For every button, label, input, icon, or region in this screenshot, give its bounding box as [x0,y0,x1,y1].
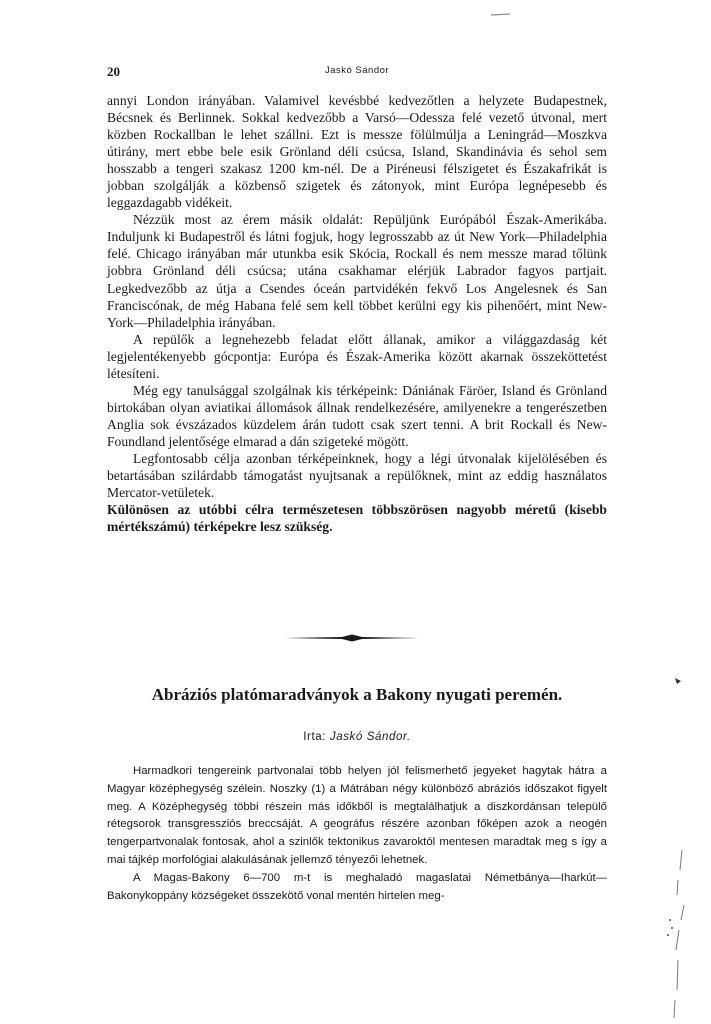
previous-article-text [107,92,607,535]
section-divider-ornament [284,633,420,643]
paragraph: annyi London irányában. Valamivel kevésbbé kedvezőtlen a helyzete Budapestnek, Bécsnek és Berlinnek. Sokkal kedvezőbb a Varsó—Odessza felé vezető útvonal, mert közben Rockallban le lehet szállni. Ezt is messze fölülmúlja a Leningrád—Moszkva útirány, mert ebbe bele esik Grönland déli csúcsa, Island, Skandinávia és sehol sem hosszabb a tengeri szakasz 1200 km-nél. De a Piréneusi félszigetet és Északafrikát is jobban szolgálják a közbenső szigetek és zátonyok, mint Európa legnépesebb és leggazdagabb vidékeit. [107,93,607,211]
byline-prefix: Irta: [303,731,327,743]
scan-mark [490,10,512,18]
article-title: Abráziós platómaradványok a Bakony nyugati peremén. [151,685,563,704]
paragraph: Legfontosabb célja azonban térképeinknek, hogy a légi útvonalak kijelölésében és betartásában szilárdabb támogatást nyujtsanak a repülőknek, mint az eddig használatos Mercator-vetületek. [107,450,607,501]
margin-mark [674,677,682,685]
paragraph-emphasis: Különösen az utóbbi célra természetesen többszörösen nagyobb méretű (kisebb mértékszámú) térképekre lesz szükség. [107,502,607,535]
page-header [107,64,607,82]
paragraph: A repülők a legnehezebb feladat előtt állanak, amikor a világgazdaság két legjelentékenyebb gócpontja: Európa és Észak-Amerika között akarnak összeköttetést létesíteni. [107,331,607,381]
article-body [107,763,607,905]
paragraph: Nézzük most az érem másik oldalát: Repüljünk Európából Észak-Amerikába. Induljunk ki Budapestről és látni fogjuk, hogy legrosszabb az út New York—Philadelphia felé. Chicago irányában már utunkba esik Skócia, Rockall és nem messze marad tőlünk jobbra Grönland déli csúcsa; utána csakhamar elérjük Labrador fagyos partjait. Legkedvezőbb az útja a Csendes óceán partvidékén fekvő Los Angelesnek és San Franciscónak, de még Habana felé sem kell többet kerülni egy kis pihenőért, mint New-York—Philadelphia irányában. [107,212,607,330]
paragraph: Még egy tanulsággal szolgálnak kis térképeink: Dániának Färöer, Island és Grönland birtokában olyan aviatikai állomások állnak rendelkezésére, amilyenekre a tengerészetben Anglia sok évszázados küzdelem árán tudott csak szert tenni. A brit Rockall és New-Foundland jelentősége elmarad a dán szigeteké mögött. [107,382,607,449]
scan-edge-artifact [662,850,692,1020]
byline [100,731,614,743]
running-head: Jaskó Sándor [324,65,390,76]
page-number: 20 [107,64,120,79]
author-name: Jaskó Sándor. [329,731,411,743]
paragraph: Harmadkori tengereink partvonalai több helyen jól felismerhető jegyeket hagytak hátra a Magyar középhegység szélein. Noszky (1) a Mátrában négy különböző abráziós időszakot figyelt meg. A Középhegység többi részein más időkből is megtalálhatjuk a diszkordánsan települő rétegsorok transgressziós breccsáját. A geográfus részére azonban főképen azok a neogén tengerpartvonalak fontosak, ahol a szinlők tektonikus zavaroktól mentesen maradtak meg s így a mai tájkép morfológiai alakulásának jellemző tényezői lehetnek. [107,765,607,866]
paragraph: A Magas-Bakony 6—700 m-t is meghaladó magaslatai Németbánya—Iharkút—Bakonykoppány községeket összekötő vonal mentén hirtelen meg- [107,871,607,902]
